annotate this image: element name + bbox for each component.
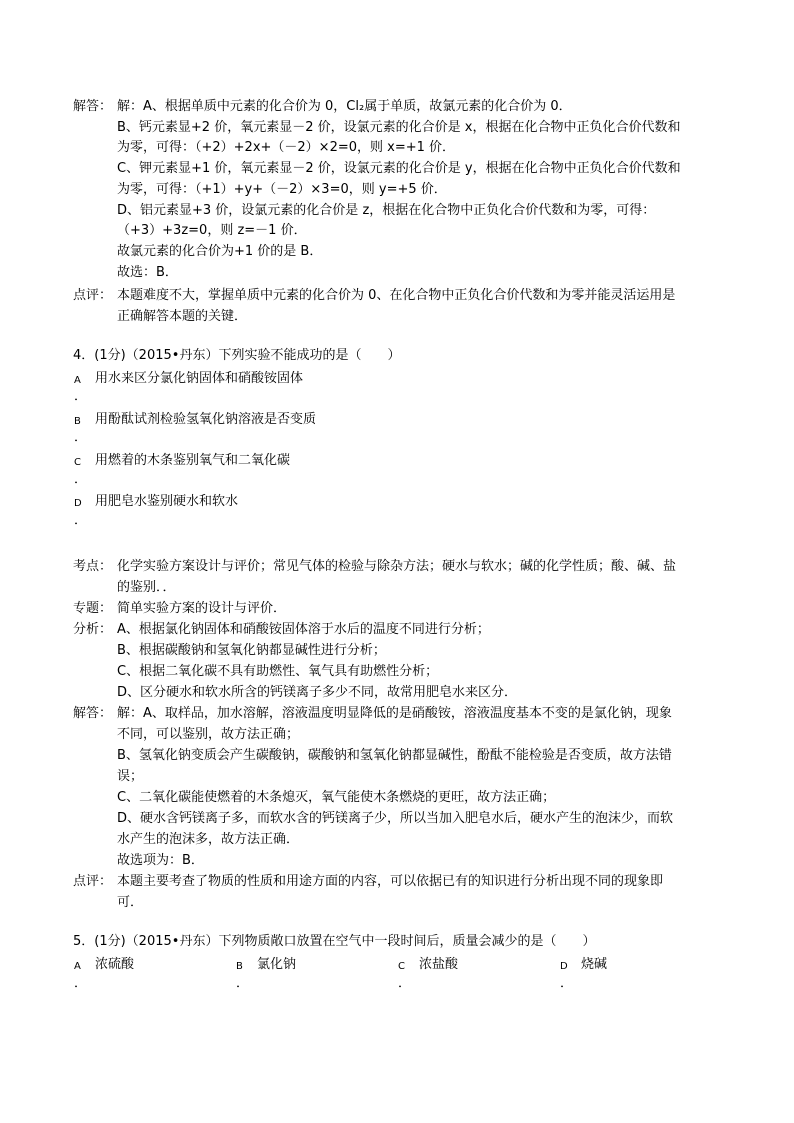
comment-line: 正确解答本题的关键． — [117, 309, 248, 324]
option-dot: ． — [74, 472, 88, 487]
option-dot: ． — [74, 389, 88, 404]
answer-line: 为零，可得：（+2）+2x+（－2）×2=0，则 x=+1 价． — [117, 140, 456, 155]
zhuanti-label: 专题： — [73, 601, 113, 616]
fenxi-line: C、根据二氧化碳不具有助燃性、氧气具有助燃性分析； — [117, 664, 439, 679]
option-a-letter: A — [74, 961, 81, 972]
option-c-letter: C — [74, 457, 81, 468]
kaodian-label: 考点： — [73, 559, 113, 574]
dianping-line: 本题主要考查了物质的性质和用途方面的内容，可以依据已有的知识进行分析出现不同的现象即 — [117, 874, 664, 889]
option-b-text: 用酚酞试剂检验氢氧化钠溶液是否变质 — [95, 412, 317, 427]
kaodian-line: 化学实验方案设计与评价；常见气体的检验与除杂方法；硬水与软水；碱的化学性质；酸、碱、盐 — [117, 559, 677, 574]
answer-line: （+3）+3z=0，则 z=－1 价． — [117, 223, 307, 238]
option-d-text: 烧碱 — [581, 957, 608, 972]
answer-line: 为零，可得：（+1）+y+（－2）×3=0，则 y=+5 价． — [117, 182, 447, 197]
question-5-stem: 5．(1分)（2015•丹东）下列物质敞口放置在空气中一段时间后，质量会减少的是（ ） — [73, 934, 596, 949]
answer-line: B、钙元素显+2 价，氧元素显－2 价，设氯元素的化合价是 x，根据在化合物中正负化合价代数和 — [117, 120, 681, 135]
option-dot: ． — [74, 976, 88, 991]
fenxi-line: A、根据氯化钠固体和硝酸铵固体溶于水后的温度不同进行分析； — [117, 622, 490, 637]
jieda-line: D、硬水含钙镁离子多，而软水含的钙镁离子少，所以当加入肥皂水后，硬水产生的泡沫少，而软 — [117, 811, 674, 826]
option-d-text: 用肥皂水鉴别硬水和软水 — [95, 494, 239, 509]
answer-line: D、铝元素显+3 价，设氯元素的化合价是 z，根据在化合物中正负化合价代数和为零，可得： — [117, 203, 656, 218]
question-4-stem: 4．(1分)（2015•丹东）下列实验不能成功的是（ ） — [73, 348, 401, 363]
fenxi-line: D、区分硬水和软水所含的钙镁离子多少不同，故常用肥皂水来区分． — [117, 685, 518, 700]
option-c-letter: C — [398, 961, 405, 972]
option-a-text: 用水来区分氯化钠固体和硝酸铵固体 — [95, 371, 304, 386]
answer-label: 解答： — [73, 99, 113, 114]
kaodian-line: 的鉴别．． — [117, 580, 176, 595]
answer-line: 故选：B． — [117, 265, 178, 280]
option-dot: ． — [74, 430, 88, 445]
option-a-letter: A — [74, 375, 81, 386]
option-dot: ． — [398, 976, 412, 991]
jieda-line: 故选项为：B． — [117, 853, 204, 868]
dianping-label: 点评： — [73, 874, 113, 889]
comment-line: 本题难度不大，掌握单质中元素的化合价为 0、在化合物中正负化合价代数和为零并能灵活运用是 — [117, 288, 676, 303]
jieda-line: 解：A、取样品，加水溶解，溶液温度明显降低的是硝酸铵，溶液温度基本不变的是氯化钠，现象 — [117, 706, 672, 721]
answer-line: C、钾元素显+1 价，氧元素显－2 价，设氯元素的化合价是 y，根据在化合物中正负化合价代数和 — [117, 161, 681, 176]
option-b-letter: B — [74, 416, 81, 427]
answer-line: 故氯元素的化合价为+1 价的是 B． — [117, 244, 323, 259]
option-d-letter: D — [74, 498, 82, 509]
dianping-line: 可． — [117, 895, 144, 910]
fenxi-label: 分析： — [73, 622, 113, 637]
answer-line: 解：A、根据单质中元素的化合价为 0，Cl₂属于单质，故氯元素的化合价为 0． — [117, 99, 572, 114]
jieda-line: 不同，可以鉴别，故方法正确； — [117, 727, 300, 742]
comment-label: 点评： — [73, 288, 113, 303]
zhuanti-text: 简单实验方案的设计与评价． — [117, 601, 287, 616]
option-dot: ． — [560, 976, 574, 991]
jieda-line: 误； — [117, 769, 144, 784]
fenxi-line: B、根据碳酸钠和氢氧化钠都显碱性进行分析； — [117, 643, 386, 658]
jieda-line: B、氢氧化钠变质会产生碳酸钠，碳酸钠和氢氧化钠都显碱性，酚酞不能检验是否变质，故方法错 — [117, 748, 672, 763]
jieda-line: 水产生的泡沫多，故方法正确． — [117, 832, 300, 847]
option-b-text: 氯化钠 — [257, 957, 297, 972]
option-b-letter: B — [236, 961, 243, 972]
option-c-text: 浓盐酸 — [419, 957, 459, 972]
jieda-line: C、二氧化碳能使燃着的木条熄灭，氧气能使木条燃烧的更旺，故方法正确； — [117, 790, 556, 805]
option-a-text: 浓硫酸 — [95, 957, 135, 972]
option-dot: ． — [236, 976, 250, 991]
option-c-text: 用燃着的木条鉴别氧气和二氧化碳 — [95, 453, 291, 468]
jieda-label: 解答： — [73, 706, 113, 721]
option-d-letter: D — [560, 961, 568, 972]
option-dot: ． — [74, 513, 88, 528]
